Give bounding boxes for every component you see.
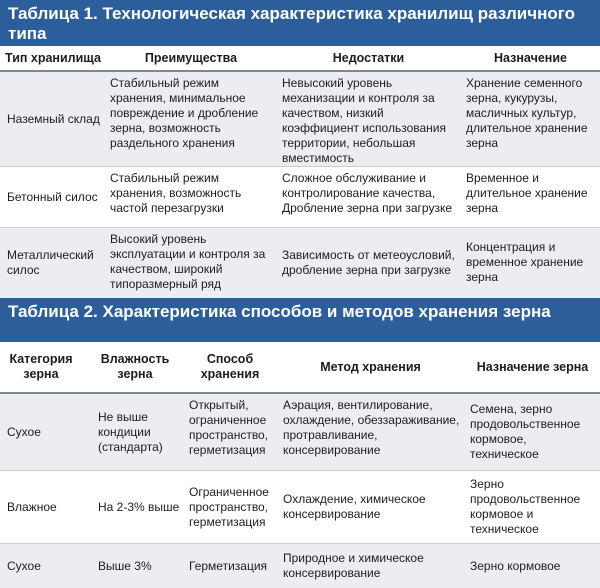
- cell-storage-technique: Аэрация, вентилирование, охлаждение, обеззараживание, протравливание, консервирование: [283, 398, 460, 457]
- table1-header-pros: Преимущества: [144, 50, 238, 65]
- table2-header-moisture: Влажность зерна: [100, 352, 170, 381]
- cell-disadvantages: Невысокий уровень механизации и контроля за качеством, низкий коэффициент использования территории, небольшая вместимость: [282, 76, 446, 165]
- table2-header-row: [0, 342, 600, 392]
- cell-purpose: Концентрация и временное хранение зерна: [466, 240, 584, 284]
- cell-storage-technique: Охлаждение, химическое консервирование: [283, 492, 426, 521]
- cell-storage-type: Наземный склад: [7, 111, 100, 126]
- cell-grain-category: Влажное: [7, 499, 57, 514]
- table2-header-purpose: Назначение зерна: [476, 359, 589, 374]
- table-row: [0, 471, 600, 543]
- table-row: [0, 394, 600, 470]
- table2-header-category: Категория зерна: [9, 352, 73, 381]
- cell-grain-purpose: Зерно продовольственное кормовое и техническое: [470, 477, 581, 536]
- cell-grain-category: Сухое: [7, 424, 41, 439]
- table1-title: Таблица 1. Технологическая характеристика хранилищ различного типа: [0, 0, 600, 46]
- table1-header-type: Тип хранилища: [5, 50, 101, 65]
- cell-grain-moisture: Не выше кондиции (стандарта): [98, 409, 163, 454]
- table1-header-cons: Недостатки: [332, 50, 405, 65]
- table2-header-technique: Метод хранения: [320, 359, 421, 374]
- cell-storage-type: Металлический силос: [7, 248, 94, 277]
- table1-header-purpose: Назначение: [494, 50, 567, 65]
- cell-storage-type: Бетонный силос: [7, 189, 98, 204]
- cell-storage-technique: Природное и химическое консервирование: [283, 551, 424, 580]
- cell-advantages: Высокий уровень эксплуатации и контроля за качеством, широкий типоразмерный ряд: [110, 232, 266, 291]
- table-row: [0, 544, 600, 588]
- table2-header-method: Способ хранения: [200, 352, 260, 381]
- cell-grain-category: Сухое: [7, 558, 41, 573]
- cell-grain-purpose: Семена, зерно продовольственное кормовое, техническое: [470, 402, 581, 461]
- table2-title: Таблица 2. Характеристика способов и методов хранения зерна: [0, 298, 600, 342]
- cell-storage-method: Ограниченное пространство, герметизация: [189, 484, 269, 529]
- cell-storage-method: Открытый, ограниченное пространство, герметизация: [189, 398, 269, 457]
- cell-advantages: Стабильный режим хранения, возможность частой перезагрузки: [110, 171, 242, 215]
- table1-header-row: [0, 46, 600, 70]
- table-row: [0, 228, 600, 298]
- cell-disadvantages: Сложное обслуживание и контролирование качества, Дробление зерна при загрузке: [282, 171, 453, 215]
- cell-grain-moisture: На 2-3% выше: [98, 499, 180, 514]
- cell-disadvantages: Зависимость от метеоусловий, дробление зерна при загрузке: [282, 248, 455, 277]
- table-row: [0, 167, 600, 227]
- table-row: [0, 72, 600, 166]
- cell-grain-purpose: Зерно кормовое: [470, 558, 561, 573]
- cell-advantages: Стабильный режим хранения, минимальное повреждение и дробление зерна, возможность раздельного хранения: [110, 76, 259, 150]
- cell-storage-method: Герметизация: [189, 558, 268, 573]
- cell-grain-moisture: Выше 3%: [98, 558, 152, 573]
- cell-purpose: Хранение семенного зерна, кукурузы, масличных культур, длительное хранение зерна: [466, 76, 588, 150]
- cell-purpose: Временное и длительное хранение зерна: [466, 171, 588, 215]
